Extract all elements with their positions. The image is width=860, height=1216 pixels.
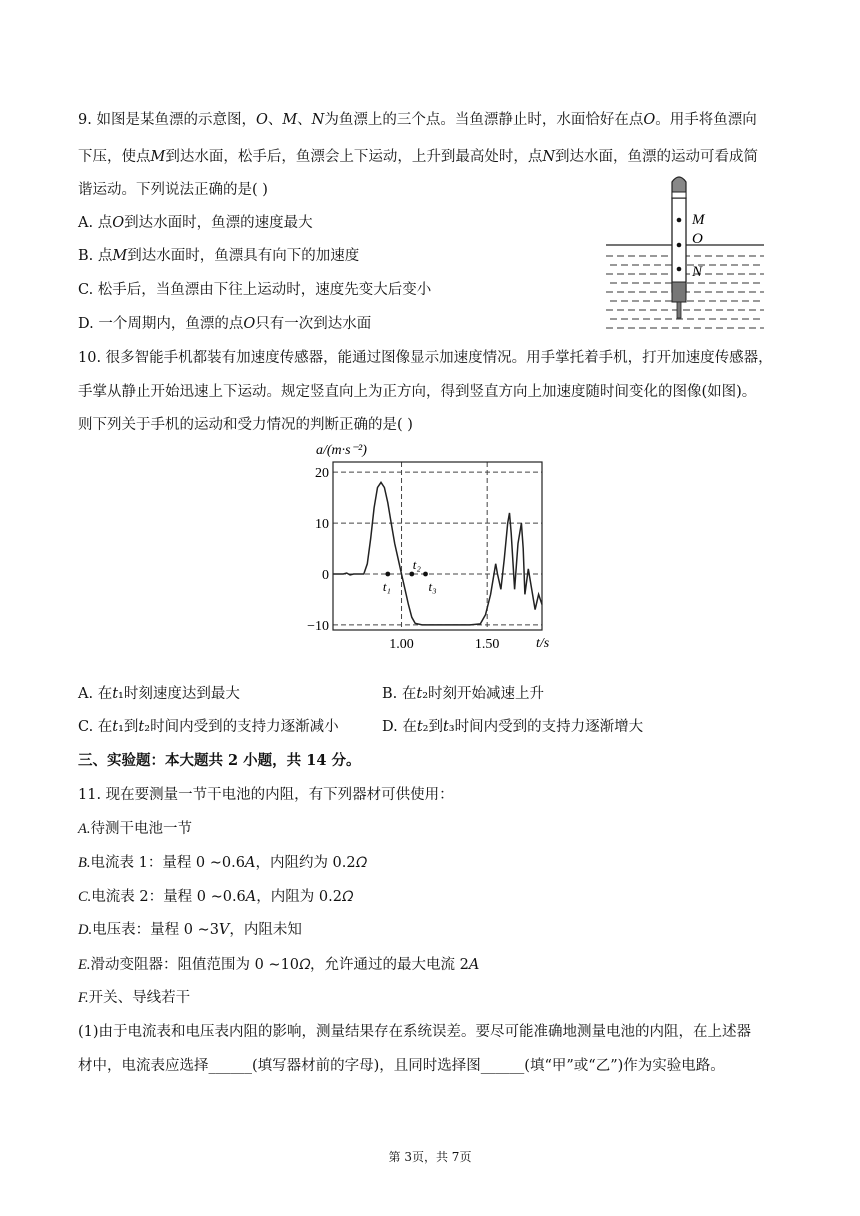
y-axis-label: a/(m·s⁻²) <box>316 443 367 458</box>
q11-item-e: E.滑动变阻器：阻值范围为 0 ∼10𝛺，允许通过的最大电流 2𝐴 <box>78 957 480 973</box>
acceleration-chart <box>300 436 570 656</box>
q9-option-a: A. 点𝑂到达水面时，鱼漂的速度最大 <box>78 215 313 231</box>
q11-item-c: C.电流表 2：量程 0 ∼0.6𝐴，内阻为 0.2𝛺 <box>78 889 353 905</box>
point-m <box>677 218 682 223</box>
q9-stem-line2: 下压，使点𝑀到达水面，松手后，鱼漂会上下运动，上升到最高处时，点𝑁到达水面，鱼漂的运动可看成简 <box>78 149 759 165</box>
x-tick-label: 1.00 <box>389 637 414 652</box>
y-tick-label: 0 <box>322 568 329 583</box>
q9-option-d: D. 一个周期内，鱼漂的点𝑂只有一次到达水面 <box>78 316 372 332</box>
q9-stem-line1: 9. 如图是某鱼漂的示意图，𝑂、𝑀、𝑁为鱼漂上的三个点。当鱼漂静止时，水面恰好在点𝑂。用手将鱼漂向 <box>78 112 757 128</box>
q10-option-d: D. 在𝑡₂到𝑡₃时间内受到的支持力逐渐增大 <box>382 719 644 735</box>
acceleration-curve <box>333 482 542 625</box>
point-n <box>677 267 682 272</box>
q11-item-b: B.电流表 1：量程 0 ∼0.6𝐴，内阻约为 0.2𝛺 <box>78 855 367 871</box>
section-heading: 三、实验题：本大题共 2 小题，共 14 分。 <box>78 752 361 769</box>
y-tick-label: 10 <box>315 517 329 533</box>
q11-intro: 11. 现在要测量一节干电池的内阻，有下列器材可供使用： <box>78 787 454 803</box>
time-point-label: t₁ <box>382 579 391 594</box>
q11-item-d: D.电压表：量程 0 ∼3𝑉，内阻未知 <box>78 922 302 938</box>
q11-part1-line1: (1)由于电流表和电压表内阻的影响，测量结果存在系统误差。要尽可能准确地测量电池的内阻，在上述器 <box>78 1024 752 1040</box>
q11-item-f: F.开关、导线若干 <box>78 990 191 1006</box>
plot-border <box>333 462 542 630</box>
q10-option-b: B. 在𝑡₂时刻开始减速上升 <box>382 686 545 702</box>
q9-option-b: B. 点𝑀到达水面时，鱼漂具有向下的加速度 <box>78 248 360 264</box>
q11-item-a: A.待测干电池一节 <box>78 821 192 837</box>
time-points <box>383 557 437 594</box>
label-m: M <box>692 212 705 228</box>
time-point-label: t₂ <box>412 557 421 572</box>
q9-stem-line3: 谐运动。下列说法正确的是( ) <box>78 182 268 198</box>
q10-stem-line1: 10. 很多智能手机都装有加速度传感器，能通过图像显示加速度情况。用手掌托着手机，打开加速度传感器， <box>78 350 773 366</box>
y-tick-label: −10 <box>307 618 329 634</box>
q11-part1-line2: 材中，电流表应选择______(填写器材前的字母)，且同时选择图______(填“甲”或“乙”)作为实验电路。 <box>78 1058 725 1074</box>
y-tick-label: 20 <box>315 466 329 482</box>
x-axis-label: t/s <box>536 636 550 651</box>
chart-grid <box>333 462 542 630</box>
q10-option-a: A. 在𝑡₁时刻速度达到最大 <box>78 686 240 702</box>
q10-option-c: C. 在𝑡₁到𝑡₂时间内受到的支持力逐渐减小 <box>78 719 339 735</box>
label-n: N <box>692 264 703 280</box>
label-o: O <box>692 231 703 247</box>
point-o <box>677 243 682 248</box>
fishing-float-figure <box>600 172 770 332</box>
time-point-marker <box>385 572 390 577</box>
page-footer: 第 3页，共 7页 <box>388 1150 472 1164</box>
q10-stem-line3: 则下列关于手机的运动和受力情况的判断正确的是( ) <box>78 417 413 433</box>
time-point-marker <box>409 572 414 577</box>
q9-option-c: C. 松手后，当鱼漂由下往上运动时，速度先变大后变小 <box>78 282 432 298</box>
float-body <box>672 177 686 318</box>
time-point-label: t₃ <box>428 579 437 594</box>
time-point-marker <box>423 572 428 577</box>
q10-stem-line2: 手掌从静止开始迅速上下运动。规定竖直向上为正方向，得到竖直方向上加速度随时间变化的图像(如图)。 <box>78 384 757 400</box>
plot-frame <box>333 462 542 630</box>
x-tick-label: 1.50 <box>474 637 500 652</box>
